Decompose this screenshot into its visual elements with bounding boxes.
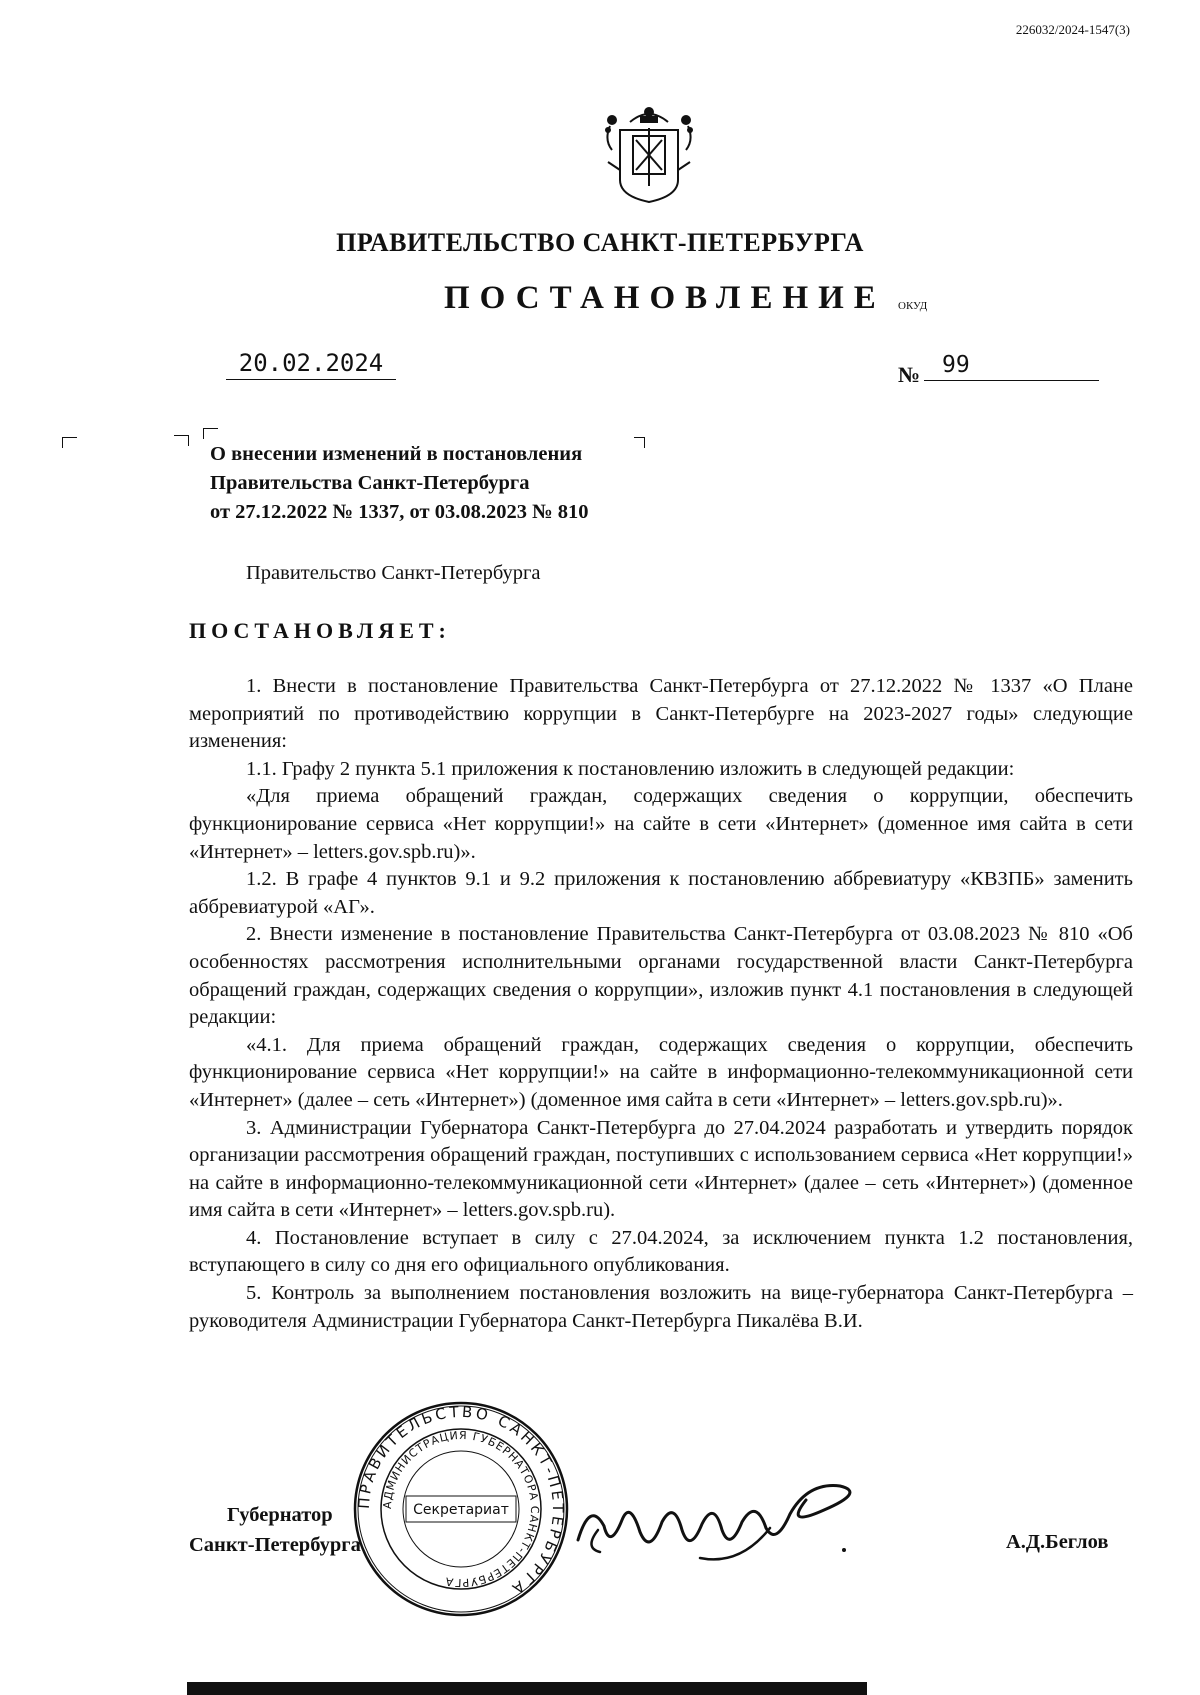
paragraph: «Для приема обращений граждан, содержащих сведения о коррупции, обеспечить функционирование сервиса «Нет коррупции!» на сайте в сети «Интернет» (доменное имя сайта в сети «Интернет» – letters.gov.spb.ru)».: [189, 785, 1133, 863]
subject-line: от 27.12.2022 № 1337, от 03.08.2023 № 810: [210, 501, 589, 523]
organization-title: ПРАВИТЕЛЬСТВО САНКТ-ПЕТЕРБУРГА: [336, 228, 864, 257]
document-number: 99: [924, 352, 1099, 381]
margin-corner-mark: [174, 435, 189, 446]
document-type: ПОСТАНОВЛЕНИЕ: [444, 280, 886, 316]
signature-dot: [842, 1548, 846, 1552]
scan-edge-bar: [187, 1682, 867, 1695]
paragraph: 3. Администрации Губернатора Санкт-Петербурга до 27.04.2024 разработать и утвердить порядок организации рассмотрения обращений граждан, поступивших с использованием сервиса «Нет коррупции!» на сайте в информационно-телекоммуникационной сети «Интернет» (далее – сеть «Интернет») (доменное имя сайта в сети «Интернет» – letters.gov.spb.ru).: [189, 1116, 1133, 1222]
margin-corner-mark: [62, 437, 77, 448]
number-label: №: [898, 362, 921, 387]
registration-number: 226032/2024-1547(3): [1015, 22, 1130, 37]
document-subject: [210, 440, 589, 527]
paragraph: «4.1. Для приема обращений граждан, содержащих сведения о коррупции, обеспечить функционирование сервиса «Нет коррупции!» на сайте в информационно-телекоммуникационной сети «Интернет» (далее – сеть «Интернет») (доменное имя сайта в сети «Интернет» – letters.gov.spb.ru)».: [189, 1033, 1133, 1111]
paragraph: 5. Контроль за выполнением постановления возложить на вице-губернатора Санкт-Петербурга – руководителя Администрации Губернатора Санкт-Петербурга Пикалёва В.И.: [189, 1282, 1133, 1332]
paragraph: 1.2. В графе 4 пунктов 9.1 и 9.2 приложения к постановлению аббревиатуру «КВЗПБ» заменить аббревиатурой «АГ».: [189, 868, 1133, 918]
spb-coat-of-arms-icon: [600, 100, 698, 206]
stamp-outer-text: ПРАВИТЕЛЬСТВО САНКТ-ПЕТЕРБУРГА: [354, 1402, 568, 1600]
document-date: 20.02.2024: [226, 349, 396, 380]
preamble: Правительство Санкт-Петербурга: [246, 562, 541, 584]
paragraph: 2. Внести изменение в постановление Правительства Санкт-Петербурга от 03.08.2023 № 810 «Об особенностях рассмотрения исполнительными органами государственной власти Санкт-Петербурга обращений граждан, содержащих сведения о коррупции», изложив пункт 4.1 постановления в следующей редакции:: [189, 923, 1133, 1029]
paragraph: 1. Внести в постановление Правительства Санкт-Петербурга от 27.12.2022 № 1337 «О Плане мероприятий по противодействию коррупции в Санкт-Петербурге на 2023-2027 годы» следующие изменения:: [189, 675, 1133, 753]
paragraph: 1.1. Графу 2 пункта 5.1 приложения к постановлению изложить в следующей редакции:: [246, 757, 1015, 780]
stamp-center-text: Секретариат: [413, 1502, 509, 1518]
stamp-inner-text: АДМИНИСТРАЦИЯ ГУБЕРНАТОРА САНКТ-ПЕТЕРБУРГА: [380, 1428, 542, 1590]
subject-corner-mark: [203, 428, 218, 439]
signatory-title: [189, 1500, 361, 1560]
official-stamp: [352, 1400, 570, 1618]
subject-line: О внесении изменений в постановления: [210, 443, 583, 465]
paragraph: 4. Постановление вступает в силу с 27.04.2024, за исключением пункта 1.2 постановления, вступающего в силу со дня его официального опубликования.: [189, 1226, 1133, 1277]
subject-line: Правительства Санкт-Петербурга: [210, 472, 530, 494]
signatory-title-line: Губернатор: [227, 1504, 333, 1526]
signatory-title-line: Санкт-Петербурга: [189, 1534, 361, 1556]
handwritten-signature: [570, 1470, 880, 1580]
resolves-heading: ПОСТАНОВЛЯЕТ:: [189, 618, 451, 643]
signatory-name: А.Д.Беглов: [1006, 1531, 1109, 1553]
document-body: [189, 673, 1133, 1335]
okud-label: ОКУД: [898, 300, 928, 312]
subject-corner-mark: [634, 437, 645, 448]
